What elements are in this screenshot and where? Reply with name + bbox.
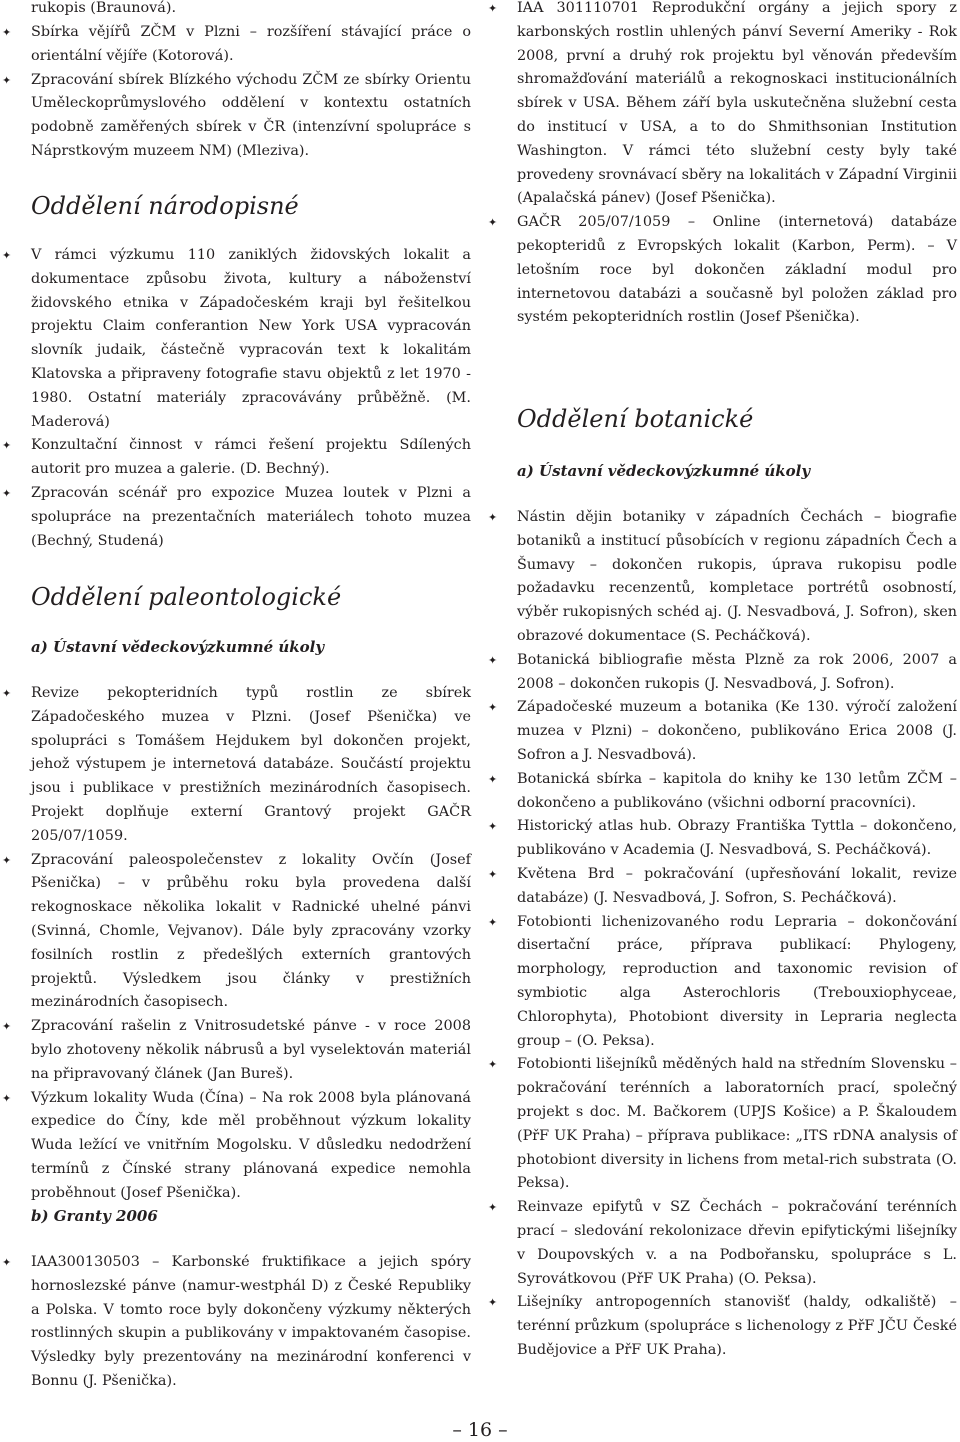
bullet-icon: ✦: [2, 439, 12, 453]
bullet-icon: ✦: [488, 653, 498, 667]
narodopisne-list: [2, 244, 471, 553]
list-item: ✦ Výzkum lokality Wuda (Čína) – Na rok 2008 byla plánovaná expedice do Číny, kde měl proběhnout výzkum lokality Wuda ležící ve vnitřním Mogolsku. V důsledku nedodržení termínů z Čínské strany plánovaná expedice nemohla proběhnout (Josef Pšenička).: [31, 1087, 471, 1206]
list-item: ✦ V rámci výzkumu 110 zaniklých židovských lokalit a dokumentace způsobu života, kultury a náboženství židovského etnika v Západočeském kraji byl řešitelkou projektu Claim conferantion New York USA vypracován slovník judaik, částečně vypracován text k lokalitám Klatovska a připraveny fotografie stavu objektů z let 1970 - 1980. Ostatní materiály zpracovávány průběžně. (M. Maderová): [31, 244, 471, 434]
bullet-icon: ✦: [2, 853, 12, 867]
list-item: ✦ Západočeské muzeum a botanika (Ke 130. výročí založení muzea v Plzni) – dokončeno, publikováno Erica 2008 (J. Sofron a J. Nesvadbová).: [517, 696, 957, 767]
list-item: ✦ Nástin dějin botaniky v západních Čechách – biografie botaniků a institucí působících v regionu západních Čech a Šumavy – dokončen rukopis, úprava rukopisu podle požadavku recenzentů, kompletace portrétů osobností, výběr rukopisných schéd aj. (J. Nesvadbová, J. Sofron), sken obrazové dokumentace (S. Pecháčková).: [517, 506, 957, 649]
list-item: ✦ IAA300130503 – Karbonské fruktifikace a jejich spóry hornoslezské pánve (namur-westphál D) z České Republiky a Polska. V tomto roce byly dokončeny výzkumy některých rostlinných skupin a publikovány v impaktovaném časopise. Výsledky byly prezentovány na mezinárodní konferenci v Bonnu (J. Pšenička).: [31, 1251, 471, 1394]
botanicke-list: [488, 506, 957, 1363]
bullet-icon: ✦: [488, 216, 498, 230]
list-item: ✦ Lišejníky antropogenních stanovišť (haldy, odkaliště) – terénní průzkum (spolupráce s lichenology z PřF JČU České Budějovice a PřF UK Praha).: [517, 1291, 957, 1362]
list-item: ✦ Květena Brd – pokračování (upřesňování lokalit, revize databáze) (J. Nesvadbová, J. Sofron, S. Pecháčková).: [517, 863, 957, 911]
subtitle-botanicke-ukoly: a) Ústavní vědeckovýzkumné úkoly: [517, 462, 811, 480]
list-item: ✦ Konzultační činnost v rámci řešení projektu Sdílených autorit pro muzea a galerie. (D. Bechný).: [31, 434, 471, 482]
subtitle-ustavni-ukoly: a) Ústavní vědeckovýzkumné úkoly: [31, 638, 325, 656]
list-item: ✦ Fotobionti lichenizovaného rodu Lepraria – dokončování disertační práce, příprava publikací: Phylogeny, morphology, reproduction and taxonomic revision of symbiotic alga Asterochloris (Trebouxiophyceae, Chlorophyta), Photobiont diversity in Lepraria neglecta group – (O. Peksa).: [517, 911, 957, 1054]
paleontologicke-list-b: [2, 1251, 471, 1394]
list-item: ✦ Revize pekopteridních typů rostlin ze sbírek Západočeského muzea v Plzni. (Josef Pšenička) ve spolupráci s Tomášem Hejdukem byl dokončen projekt, jehož výstupem je internetová databáze. Součástí projektu jsou i publikace v prestižních mezinárodních časopisech. Projekt doplňuje externí Grantový projekt GAČR 205/07/1059.: [31, 682, 471, 849]
bullet-icon: ✦: [488, 2, 498, 15]
bullet-icon: ✦: [488, 915, 498, 929]
list-item: ✦ GAČR 205/07/1059 – Online (internetová) databáze pekopteridů z Evropských lokalit (Karbon, Perm). – V letošním roce byl dokončen základní modul pro internetovou databázi a současně byl položen základ pro systém pekopteridních rostlin (Josef Pšenička).: [517, 211, 957, 330]
bullet-icon: ✦: [2, 687, 12, 700]
bullet-icon: ✦: [488, 1201, 498, 1215]
bullet-icon: ✦: [2, 1020, 12, 1034]
intro-list: [2, 21, 471, 164]
bullet-icon: ✦: [2, 249, 12, 262]
list-item: ✦ Reinvaze epifytů v SZ Čechách – pokračování terénních prací – sledování rekolonizace dřevin epifytickými lišejníky v Doupovských v. a na Podbořansku, spolupráce s L. Syrovátkovou (PřF UK Praha) (O. Peksa).: [517, 1196, 957, 1291]
bullet-icon: ✦: [488, 701, 498, 715]
bullet-icon: ✦: [2, 486, 12, 500]
paleontologicke-list-a: [2, 682, 471, 1206]
list-item: ✦ Botanická bibliografie města Plzně za rok 2006, 2007 a 2008 – dokončen rukopis (J. Nesvadbová, J. Sofron).: [517, 649, 957, 697]
section-title-narodopisne: Oddělení národopisné: [31, 192, 299, 220]
list-item: ✦ Zpracování sbírek Blízkého východu ZČM ze sbírky Orientu Uměleckoprůmyslového oddělení v kontextu ostatních podobně zaměřených sbírek v ČR (intenzívní spolupráce s Náprstkovým muzeem NM) (Mleziva).: [31, 69, 471, 164]
intro-continuation: rukopis (Braunová).: [31, 0, 177, 16]
grants-list: [488, 0, 957, 330]
bullet-icon: ✦: [488, 772, 498, 786]
bullet-icon: ✦: [488, 511, 498, 524]
bullet-icon: ✦: [2, 1256, 12, 1269]
list-item: ✦ Sbírka vějířů ZČM v Plzni – rozšíření stávající práce o orientální vějíře (Kotorová).: [31, 21, 471, 69]
page-number: – 16 –: [452, 1419, 508, 1441]
bullet-icon: ✦: [2, 73, 12, 87]
subtitle-granty: b) Granty 2006: [31, 1207, 158, 1225]
list-item: ✦ IAA 301110701 Reprodukční orgány a jejich spory z karbonských rostlin uhlených pánví Severní Ameriky - Rok 2008, první a druhý rok projektu byl věnován především shromažďování materiálů a rekognoskaci institucionálních sbírek v USA. Během září byla uskutečněna služební cesta do institucí v USA, a to do Shmithsonian Institution Washington. V rámci této služební cesty byly také provedeny srovnávací sběry na lokalitách v Západní Virginii (Apalačská pánev) (Josef Pšenička).: [517, 0, 957, 211]
section-title-paleontologicke: Oddělení paleontologické: [31, 583, 342, 611]
bullet-icon: ✦: [488, 1058, 498, 1072]
bullet-icon: ✦: [2, 26, 12, 39]
bullet-icon: ✦: [488, 820, 498, 834]
list-item: ✦ Zpracován scénář pro expozice Muzea loutek v Plzni a spolupráce na prezentačních materiálech tohoto muzea (Bechný, Studená): [31, 482, 471, 553]
bullet-icon: ✦: [488, 867, 498, 881]
list-item: ✦ Zpracování paleospolečenstev z lokality Ovčín (Josef Pšenička) – v průběhu roku byla provedena další rekognoskace několika lokalit v Radnické uhelné pánvi (Svinná, Chomle, Vejvanov). Dále byly zpracovány vzorky fosilních rostlin z předešlých externích grantových projektů. Výsledkem jsou články v prestižních mezinárodních časopisech.: [31, 849, 471, 1016]
list-item: ✦ Zpracování rašelin z Vnitrosudetské pánve - v roce 2008 bylo zhotoveny několik nábrusů a byl vyselektován materiál na připravovaný článek (Jan Bureš).: [31, 1015, 471, 1086]
list-item: ✦ Historický atlas hub. Obrazy Františka Tyttla – dokončeno, publikováno v Academia (J. Nesvadbová, S. Pecháčková).: [517, 815, 957, 863]
section-title-botanicke: Oddělení botanické: [517, 405, 754, 433]
bullet-icon: ✦: [2, 1091, 12, 1105]
bullet-icon: ✦: [488, 1296, 498, 1310]
list-item: ✦ Botanická sbírka – kapitola do knihy ke 130 letům ZČM – dokončeno a publikováno (všichni odborní pracovníci).: [517, 768, 957, 816]
list-item: ✦ Fotobionti lišejníků měděných hald na středním Slovensku – pokračování terénních a laboratorních prací, společný projekt s doc. M. Bačkorem (UPJS Košice) a P. Škaloudem (PřF UK Praha) – příprava publikace: „ITS rDNA analysis of photobiont diversity in lichens from metal-rich substrata (O. Peksa).: [517, 1053, 957, 1196]
